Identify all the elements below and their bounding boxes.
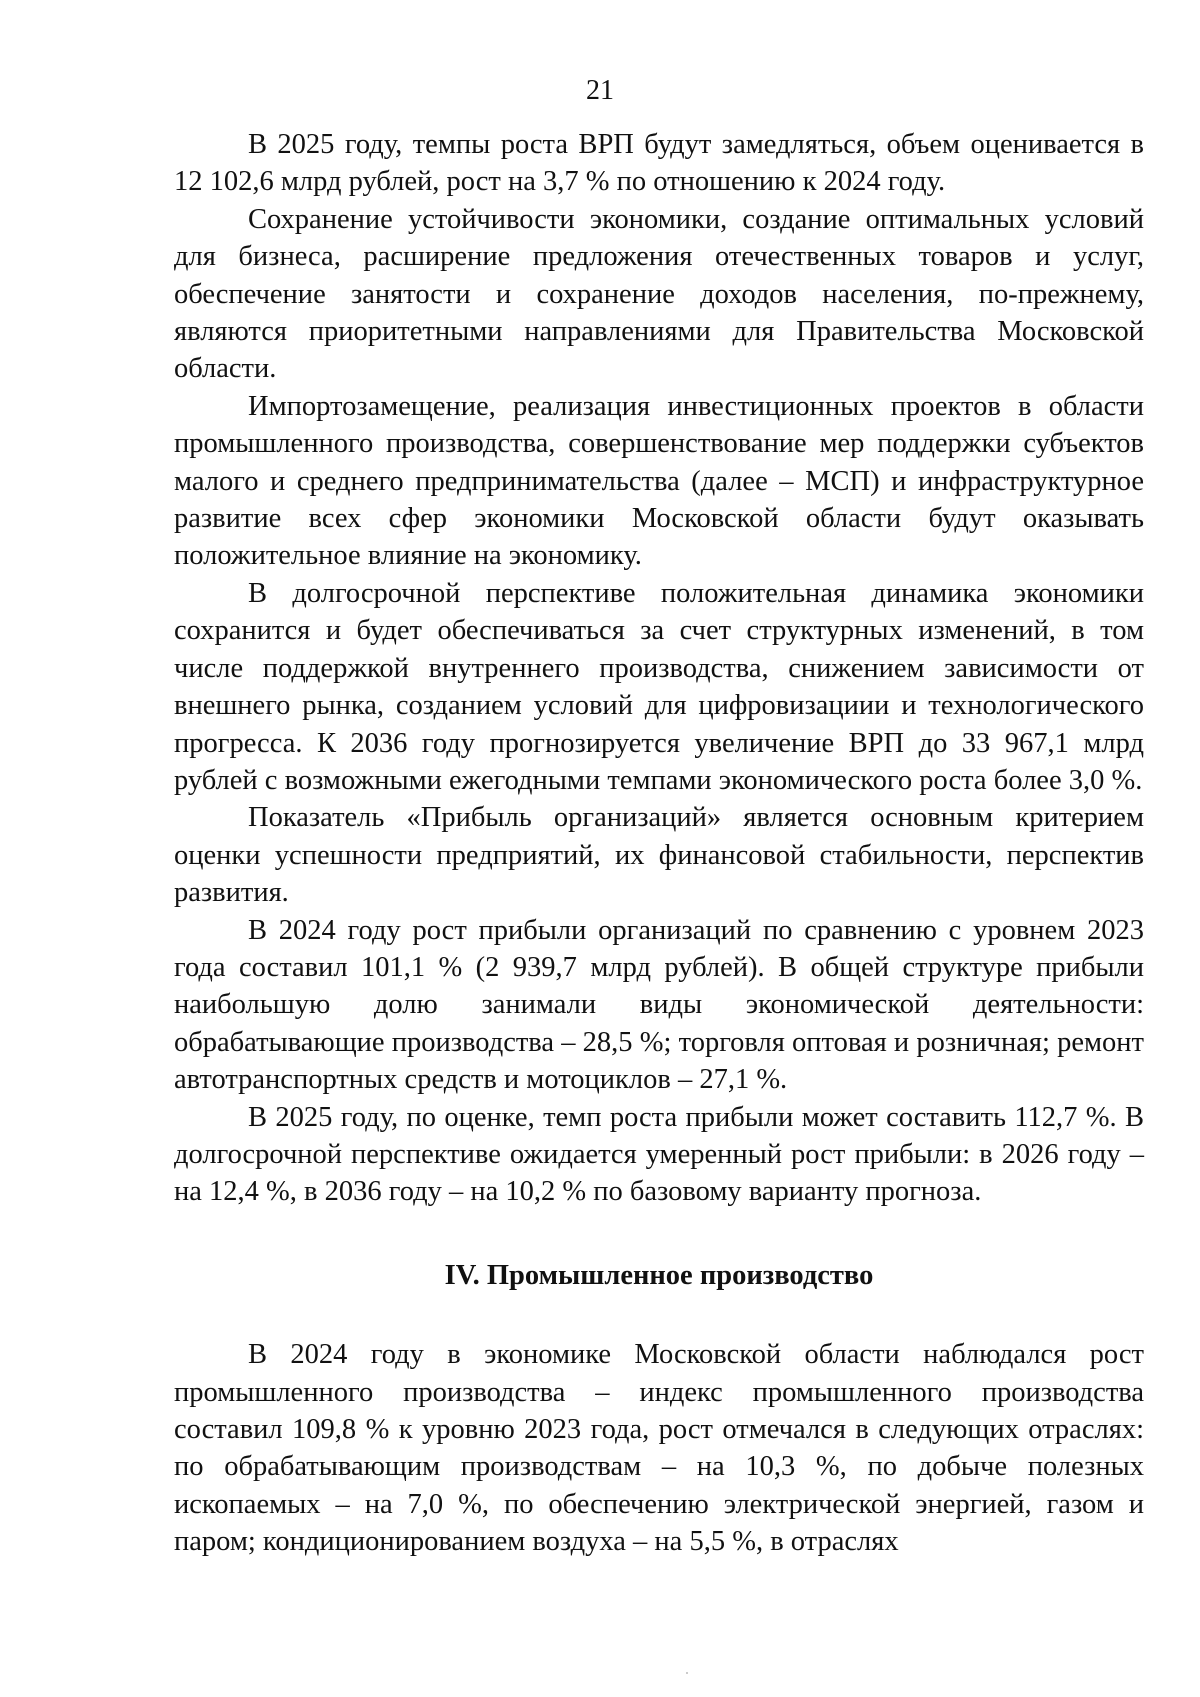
paragraph-grp-2025: В 2025 году, темпы роста ВРП будут замедляться, объем оценивается в 12 102,6 млрд рублей, рост на 3,7 % по отношению к 2024 году. [174, 129, 1144, 198]
paragraph-industrial-production: В 2024 году в экономике Московской области наблюдался рост промышленного производства – индекс промышленного производства составил 109,8 % к уровню 2023 года, рост отмечался в следующих отраслях: по обрабатывающим производствам – на 10,3 %, по добыче полезных ископаемых – на 7,0 %, по обеспечению электрической энергией, газом и паром; кондиционированием воздуха – на 5,5 %, в отраслях [174, 1339, 1144, 1558]
paragraph-economic-stability: Сохранение устойчивости экономики, создание оптимальных условий для бизнеса, расширение предложения отечественных товаров и услуг, обеспечение занятости и сохранение доходов населения, по-прежнему, являются приоритетными направлениями для Правительства Московской области. [174, 203, 1144, 385]
paragraph-profit-indicator: Показатель «Прибыль организаций» является основным критерием оценки успешности предприятий, их финансовой стабильности, перспектив развития. [174, 802, 1144, 909]
paragraph-import-substitution: Импортозамещение, реализация инвестиционных проектов в области промышленного производства, совершенствование мер поддержки субъектов малого и среднего предпринимательства (далее – МСП) и инфраструктурное развитие всех сфер экономики Московской области будут оказывать положительное влияние на экономику. [174, 390, 1144, 572]
page-number: 21 [586, 75, 614, 106]
paragraph-profit-2024: В 2024 году рост прибыли организаций по сравнению с уровнем 2023 года составил 101,1 % (2 939,7 млрд рублей). В общей структуре прибыли наибольшую долю занимали виды экономической деятельности: обрабатывающие производства – 28,5 %; торговля оптовая и розничная; ремонт автотранспортных средств и мотоциклов – 27,1 %. [174, 914, 1144, 1096]
page-body [174, 126, 1144, 1561]
section-heading: IV. Промышленное производство [444, 1259, 874, 1291]
paragraph-profit-2025-forecast: В 2025 году, по оценке, темп роста прибыли может составить 112,7 %. В долгосрочной перспективе ожидается умеренный рост прибыли: в 2026 году – на 12,4 %, в 2036 году – на 10,2 % по базовому варианту прогноза. [174, 1101, 1144, 1208]
scan-speck [686, 1672, 688, 1674]
paragraph-long-term-outlook: В долгосрочной перспективе положительная динамика экономики сохранится и будет обеспечиваться за счет структурных изменений, в том числе поддержкой внутреннего производства, снижением зависимости от внешнего рынка, созданием условий для цифровизациии и технологического прогресса. К 2036 году прогнозируется увеличение ВРП до 33 967,1 млрд рублей с возможными ежегодными темпами экономического роста более 3,0 %. [174, 577, 1144, 796]
